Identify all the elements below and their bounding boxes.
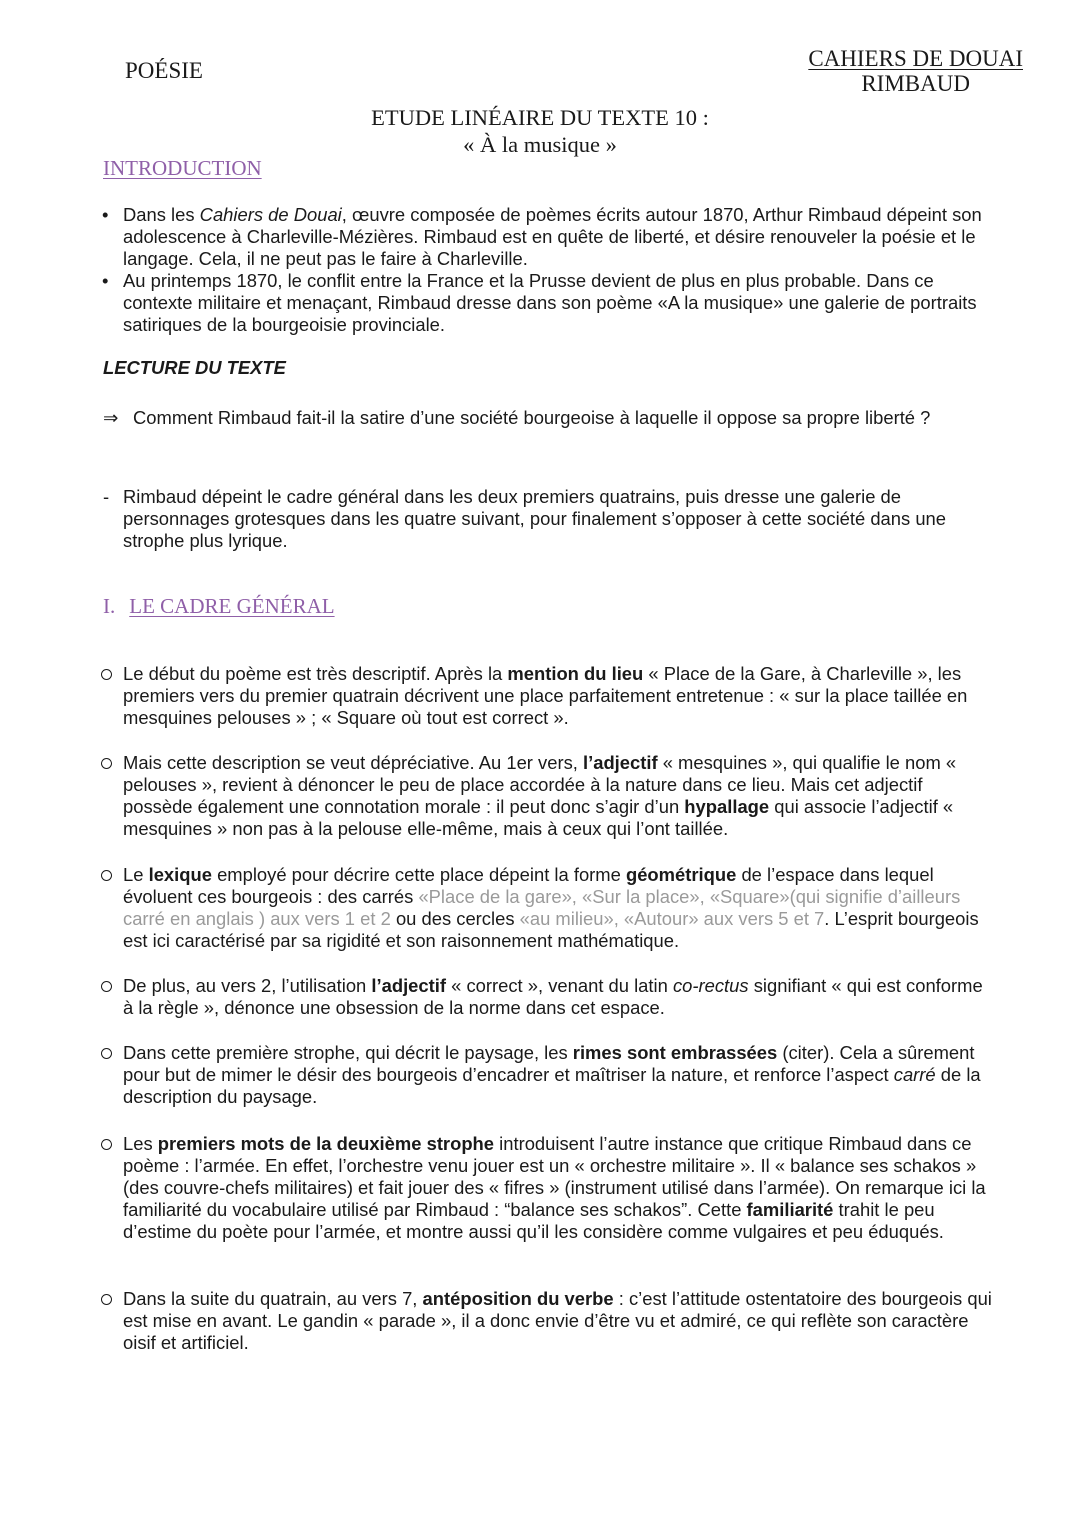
bullet-icon: • bbox=[102, 204, 109, 225]
circle-bullet-icon bbox=[101, 669, 112, 680]
circle-bullet-icon bbox=[101, 1294, 112, 1305]
circle-bullet-icon bbox=[101, 1048, 112, 1059]
intro-paragraph-1: Dans les Cahiers de Douai, œuvre composée de poèmes écrits autour 1870, Arthur Rimbaud dépeint son adolescence à Charleville-Mézières. Rimbaud est en quête de liberté, et désire renouveler la poésie et le langage. Cela, il ne peut pas le faire à Charleville. bbox=[123, 204, 982, 269]
section-1-paragraph-5: Dans cette première strophe, qui décrit le paysage, les rimes sont embrassées (citer). Cela a sûrement pour but de mimer le désir des bourgeois d’encadrer et maîtriser la nature, et renforce l’aspect carré de la description du paysage. bbox=[123, 1042, 981, 1107]
section-1-paragraph-4: De plus, au vers 2, l’utilisation l’adjectif « correct », venant du latin co-rectus signifiant « qui est conforme à la règle », dénonce une obsession de la norme dans cet espace. bbox=[123, 975, 983, 1018]
section-1-paragraph-2: Mais cette description se veut dépréciative. Au 1er vers, l’adjectif « mesquines », qui qualifie le nom « pelouses », revient à dénoncer le peu de place accordée à la nature dans ce lieu. Mais cet adjectif possède également une connotation morale : il peut donc s’agir d’un hypallage qui associe l’adjectif « mesquines » non pas à la pelouse elle-même, mais à ceux qui l’ont taillée. bbox=[123, 752, 957, 839]
section-1-paragraph-1: Le début du poème est très descriptif. Après la mention du lieu « Place de la Gare, à Charleville », les premiers vers du premier quatrain décrivent une place parfaitement entretenue : « sur la place taillée en mesquines pelouses » ; « Square où tout est correct ». bbox=[123, 663, 968, 728]
author-name: RIMBAUD bbox=[861, 71, 970, 96]
section-1-number: I. bbox=[103, 594, 116, 618]
work-title: CAHIERS DE DOUAI bbox=[808, 46, 1023, 71]
circle-bullet-icon bbox=[101, 870, 112, 881]
bullet-icon: • bbox=[102, 270, 109, 291]
section-1-paragraph-3: Le lexique employé pour décrire cette place dépeint la forme géométrique de l’espace dans lequel évoluent ces bourgeois : des carrés «Place de la gare», «Sur la place», «Square»(qui signifie d’ailleurs carré en anglais ) aux vers 1 et 2 ou des cercles «au milieu», «Autour» aux vers 5 et 7. L’esprit bourgeois est ici caractérisé par sa rigidité et son raisonnement mathématique. bbox=[123, 864, 979, 951]
subject-label: POÉSIE bbox=[125, 58, 203, 83]
page-title bbox=[0, 104, 1080, 158]
introduction-heading: INTRODUCTION bbox=[103, 156, 262, 180]
section-1-heading bbox=[103, 594, 335, 619]
section-1-title: LE CADRE GÉNÉRAL bbox=[129, 594, 335, 618]
intro-paragraph-2: Au printemps 1870, le conflit entre la France et la Prusse devient de plus en plus probable. Dans ce contexte militaire et menaçant, Rimbaud dresse dans son poème «A la musique» une galerie de portraits satiriques de la bourgeoisie provinciale. bbox=[123, 270, 977, 335]
section-1-paragraph-7: Dans la suite du quatrain, au vers 7, antéposition du verbe : c’est l’attitude ostentatoire des bourgeois qui est mise en avant. Le gandin « parade », il a donc envie d’être vu et admiré, ce qui reflète son caractère oisif et artificiel. bbox=[123, 1288, 992, 1353]
circle-bullet-icon bbox=[101, 1139, 112, 1150]
title-line-1: ETUDE LINÉAIRE DU TEXTE 10 : bbox=[371, 105, 709, 130]
title-line-2: « À la musique » bbox=[463, 132, 617, 157]
arrow-icon: ⇒ bbox=[103, 407, 119, 428]
circle-bullet-icon bbox=[101, 981, 112, 992]
work-author-block bbox=[808, 46, 1023, 96]
problematique: Comment Rimbaud fait-il la satire d’une société bourgeoise à laquelle il oppose sa propre liberté ? bbox=[133, 407, 931, 428]
lecture-heading: LECTURE DU TEXTE bbox=[103, 357, 286, 378]
circle-bullet-icon bbox=[101, 758, 112, 769]
dash-icon: - bbox=[103, 486, 110, 507]
section-1-paragraph-6: Les premiers mots de la deuxième strophe introduisent l’autre instance que critique Rimbaud dans ce poème : l’armée. En effet, l’orchestre venu jouer est un « orchestre militaire ». Il « balance ses schakos » (des couvre-chefs militaires) et fait jouer des « fifres » (instrument utilisé dans l’armée). On remarque ici la familiarité du vocabulaire utilisé par Rimbaud : “balance ses schakos”. Cette familiarité trahit le peu d’estime du poète pour l’armée, et montre aussi qu’il les considère comme vulgaires et peu éduqués. bbox=[123, 1133, 986, 1242]
plan-paragraph: Rimbaud dépeint le cadre général dans les deux premiers quatrains, puis dresse une galerie de personnages grotesques dans les quatre suivant, pour finalement s’opposer à cette société dans une strophe plus lyrique. bbox=[123, 486, 946, 551]
